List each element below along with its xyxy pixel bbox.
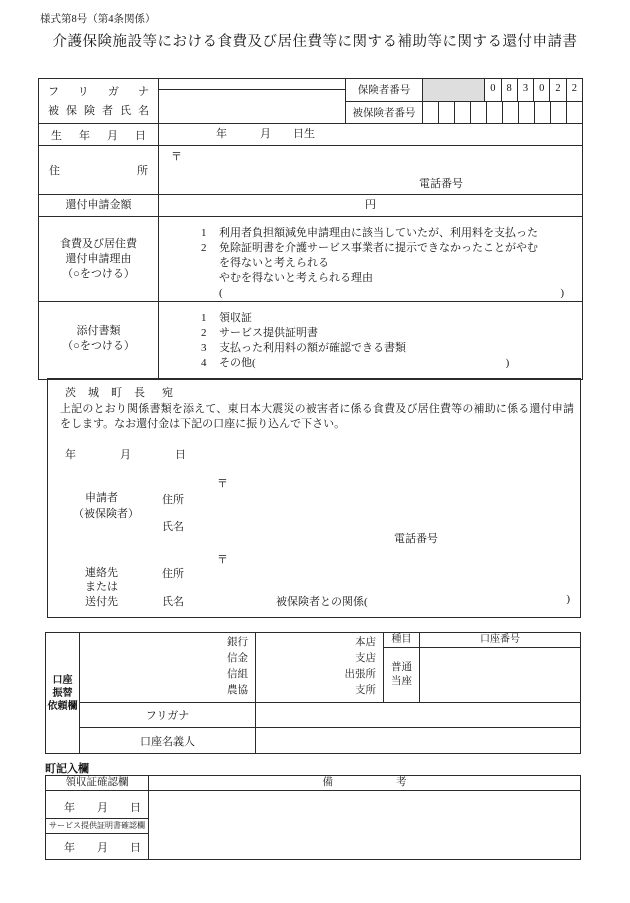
- receipt-confirm-date-field[interactable]: 年 月 日: [46, 791, 148, 819]
- attachment-item-3-number[interactable]: 3: [201, 342, 207, 354]
- insured-number-cell[interactable]: [438, 102, 454, 124]
- relation-close-paren: ): [566, 593, 570, 605]
- insured-number-cell[interactable]: [454, 102, 470, 124]
- bank-name-field[interactable]: [80, 633, 256, 702]
- reason-list: [159, 217, 582, 301]
- attachment-item-4-text: その他(: [219, 357, 256, 369]
- declaration-box: [47, 378, 581, 618]
- reason-item-1-number[interactable]: 1: [201, 227, 207, 239]
- attachment-item-4-close-paren: ): [505, 357, 510, 369]
- form-title: 介護保険施設等における食費及び居住費等に関する補助等に関する還付申請書: [52, 34, 578, 50]
- attachment-item-2-text: サービス提供証明書: [219, 327, 318, 339]
- branch-type-option: 出張所: [344, 669, 376, 680]
- town-section-label: 町記入欄: [45, 763, 89, 775]
- postal-mark: 〒: [171, 151, 182, 163]
- attachments-list: [159, 302, 582, 379]
- insured-number-cell[interactable]: [502, 102, 518, 124]
- reason-item-1: [201, 226, 582, 241]
- bank-furigana-field[interactable]: [256, 703, 580, 727]
- insurer-number-digit-cell: 3: [517, 79, 533, 101]
- declaration-date-field[interactable]: 年 月 日: [65, 449, 186, 461]
- address-label: 住所: [39, 146, 159, 194]
- reason-blank-field[interactable]: [201, 286, 582, 301]
- contact-label-line3: 送付先: [85, 596, 118, 608]
- account-holder-label: 口座名義人: [80, 728, 256, 753]
- phone-label: 電話番号: [419, 178, 463, 190]
- attachment-item-2-number[interactable]: 2: [201, 327, 207, 339]
- reason-item-2: [201, 241, 582, 256]
- receipt-confirm-header: 領収証確認欄: [46, 776, 148, 791]
- furigana-label: フリガナ: [48, 86, 149, 98]
- attachment-item-4-number[interactable]: 4: [201, 357, 207, 369]
- account-holder-field[interactable]: [256, 728, 580, 753]
- bank-furigana-label: フリガナ: [80, 703, 256, 727]
- attachment-item-1-text: 領収証: [219, 312, 252, 324]
- branch-type-option: 支店: [355, 653, 376, 664]
- branch-type-option: 本店: [355, 637, 376, 648]
- reason-note-label: やむを得ないと考えられる理由: [219, 272, 373, 284]
- applicant-label: 申請者: [85, 492, 118, 504]
- contact-address-label: 住所: [162, 568, 184, 580]
- insurer-number-digit-cell: 2: [566, 79, 582, 101]
- remarks-header: 備 考: [149, 776, 580, 791]
- bank-section-label: 口座 振替 依頼欄: [46, 633, 80, 753]
- address-field[interactable]: [159, 146, 582, 194]
- reason-label: 食費及び居住費 還付申請理由 （○をつける）: [39, 217, 159, 301]
- contact-label-line1: 連絡先: [85, 567, 118, 579]
- insured-number-cell[interactable]: [486, 102, 502, 124]
- relation-label: 被保険者との関係(: [276, 596, 368, 608]
- town-entry-table: [45, 775, 581, 860]
- account-type-field[interactable]: [384, 648, 419, 702]
- refund-amount-field[interactable]: 円: [365, 199, 376, 211]
- addressee: 茨城町長: [65, 387, 145, 399]
- insured-name-label: 被保険者氏名: [48, 105, 149, 117]
- insured-number-cell[interactable]: [423, 102, 438, 124]
- bank-type-option: 信組: [227, 669, 248, 680]
- bank-transfer-table: [45, 632, 581, 754]
- attachments-label: 添付書類 （○をつける）: [39, 302, 159, 379]
- insured-number-cell[interactable]: [470, 102, 486, 124]
- insured-number-label: 被保険者番号: [346, 102, 423, 124]
- insurer-number-digit-cell: 0: [533, 79, 549, 101]
- attachment-item-3: [201, 341, 582, 356]
- branch-type-option: 支所: [355, 685, 376, 696]
- attachment-item-2: [201, 326, 582, 341]
- insured-number-cell[interactable]: [534, 102, 550, 124]
- insured-name-field[interactable]: [159, 79, 346, 123]
- insurer-number-digit-cell: 2: [549, 79, 565, 101]
- birthdate-field[interactable]: 年 月 日生: [216, 128, 315, 140]
- form-code: 様式第8号（第4条関係）: [40, 14, 156, 25]
- applicant-name-label: 氏名: [162, 521, 184, 533]
- attachment-item-3-text: 支払った利用料の額が確認できる書類: [219, 342, 406, 354]
- insured-number-cell[interactable]: [566, 102, 582, 124]
- paren-open: (: [219, 287, 223, 299]
- bank-type-option: 農協: [227, 685, 248, 696]
- reason-item-1-text: 利用者負担額減免申請理由に該当していたが、利用料を支払った: [219, 227, 538, 239]
- birthdate-label: 生年月日: [39, 124, 159, 145]
- attachment-item-1-number[interactable]: 1: [201, 312, 207, 324]
- reason-item-2-cont: を得ないと考えられる: [219, 257, 329, 269]
- remarks-field[interactable]: [149, 791, 580, 859]
- account-number-header: 口座番号: [420, 633, 580, 648]
- addressee-suffix: 宛: [162, 387, 173, 399]
- paren-close: ): [560, 287, 564, 299]
- contact-label-line2: または: [85, 581, 118, 593]
- insured-number-cell[interactable]: [518, 102, 534, 124]
- branch-name-field[interactable]: [256, 633, 384, 702]
- applicant-address-label: 住所: [162, 494, 184, 506]
- bank-type-option: 信金: [227, 653, 248, 664]
- account-type-option: 普通: [391, 662, 412, 673]
- service-cert-date-field[interactable]: 年 月 日: [64, 842, 141, 854]
- contact-name-label: 氏名: [162, 596, 184, 608]
- attachment-item-1: [201, 311, 582, 326]
- reason-item-2-number[interactable]: 2: [201, 242, 207, 254]
- refund-amount-label: 還付申請金額: [39, 195, 159, 216]
- account-type-header: 種目: [384, 633, 419, 648]
- bank-type-option: 銀行: [227, 637, 248, 648]
- reason-item-2-text: 免除証明書を介護サービス事業者に提示できなかったことがやむ: [219, 242, 538, 254]
- insurer-number-digit-cell: 0: [484, 79, 500, 101]
- declaration-body: 上記のとおり関係書類を添えて、東日本大震災の被害者に係る食費及び居住費等の補助に係る還付申請をします。なお還付金は下記の口座に振り込んで下さい。: [60, 403, 574, 430]
- applicant-table: [38, 78, 583, 380]
- insurer-number-digit-cell: 8: [501, 79, 517, 101]
- service-cert-confirm-header: サービス提供証明書確認欄: [46, 819, 148, 834]
- furigana-divider: [159, 89, 345, 90]
- postal-mark: 〒: [217, 554, 228, 566]
- phone-label: 電話番号: [394, 533, 438, 545]
- insured-number-cell[interactable]: [550, 102, 566, 124]
- account-type-option: 当座: [391, 676, 412, 687]
- account-number-field[interactable]: [420, 648, 580, 702]
- insurer-number-shaded-cell: [423, 79, 484, 101]
- insurer-number-label: 保険者番号: [346, 79, 423, 101]
- attachment-item-4: [201, 356, 582, 371]
- applicant-sublabel: （被保険者）: [73, 508, 139, 520]
- postal-mark: 〒: [217, 478, 228, 490]
